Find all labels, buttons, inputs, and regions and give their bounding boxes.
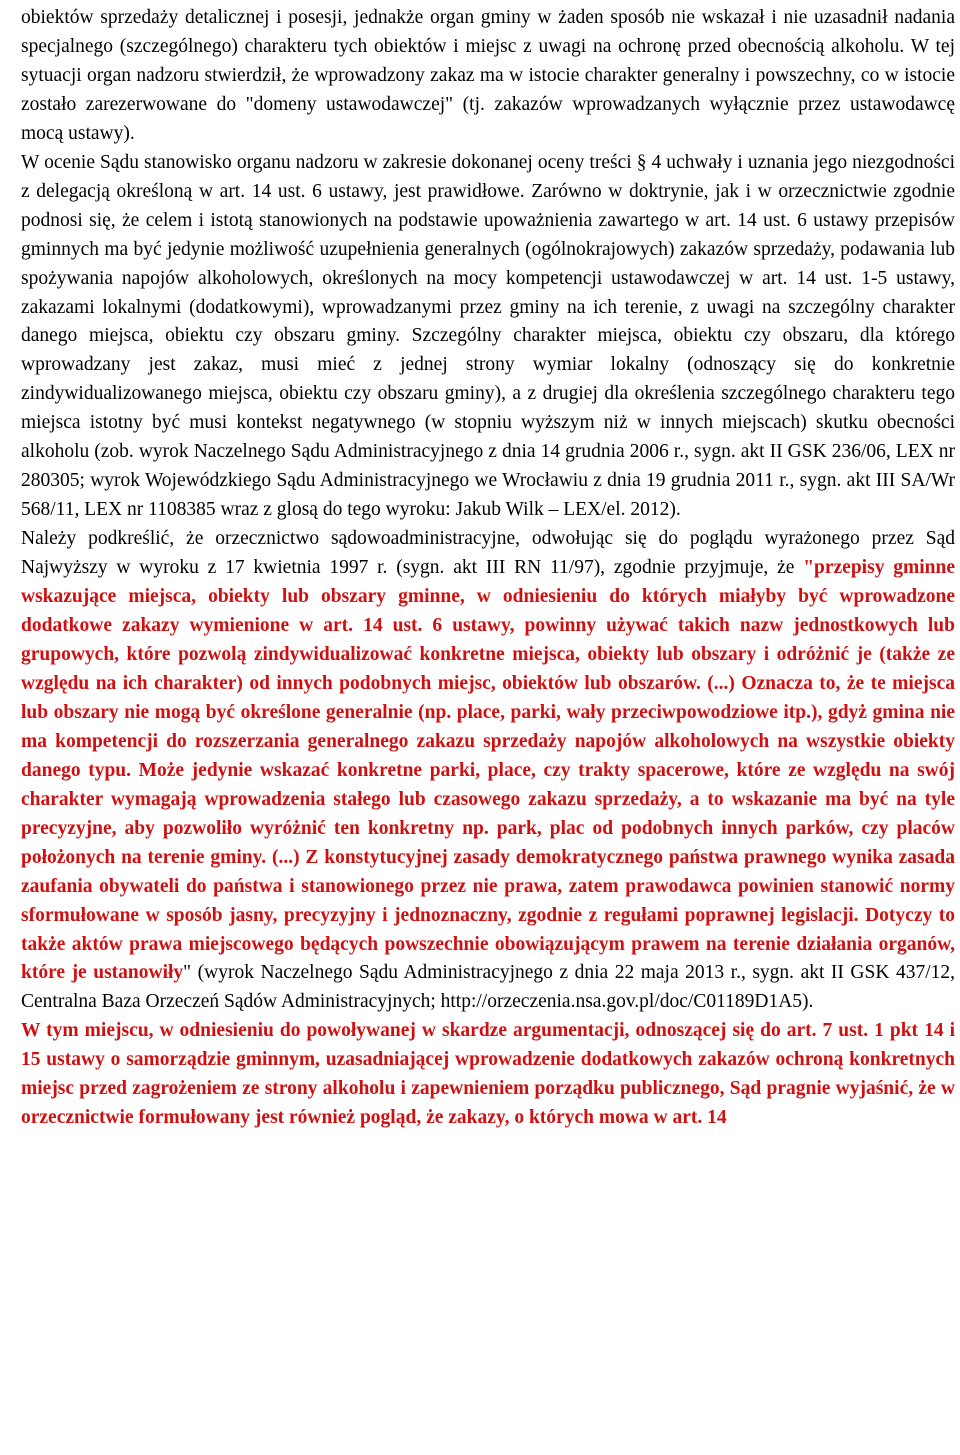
paragraph-1: [21, 4, 955, 149]
paragraph-4-text: W tym miejscu, w odniesieniu do powoływanej w skardze argumentacji, odnoszącej się do art. 7 ust. 1 pkt 14 i 15 ustawy o samorządzie gminnym, uzasadniającej wprowadzenie dodatkowych zakazów ochroną konkretnych miejsc przed zagrożeniem ze strony alkoholu i zapewnieniem porządku publicznego, Sąd pragnie wyjaśnić, że w orzecznictwie formułowany jest również pogląd, że zakazy, o których mowa w art. 14: [21, 1020, 955, 1129]
paragraph-2-text: W ocenie Sądu stanowisko organu nadzoru w zakresie dokonanej oceny treści § 4 uchwały i uznania jego niezgodności z delegacją określoną w art. 14 ust. 6 ustawy, jest prawidłowe. Zarówno w doktrynie, jak i w orzecznictwie zgodnie podnosi się, że celem i istotą stanowionych na podstawie upoważnienia zawartego w art. 14 ust. 6 ustawy przepisów gminnych ma być jedynie możliwość uzupełnienia generalnych (ogólnokrajowych) zakazów sprzedaży, podawania lub spożywania napojów alkoholowych, określonych na mocy kompetencji ustawodawczej w art. 14 ust. 1-5 ustawy, zakazami lokalnymi (dodatkowymi), wprowadzanymi przez gminy na ich terenie, z uwagi na szczególny charakter danego miejsca, obiektu czy obszaru gminy. Szczególny charakter miejsca, obiektu czy obszaru, dla którego wprowadzany jest zakaz, musi mieć z jednej strony wymiar lokalny (odnoszący się do konkretnie zindywidualizowanego miejsca, obiektu czy obszaru gminy), a z drugiej dla określenia szczególnego charakteru tego miejsca istotny być musi kontekst negatywnego (w stopniu wyższym niż w innych miejscach) skutku obecności alkoholu (zob. wyrok Naczelnego Sądu Administracyjnego z dnia 14 grudnia 2006 r., sygn. akt II GSK 236/06, LEX nr 280305; wyrok Wojewódzkiego Sądu Administracyjnego we Wrocławiu z dnia 19 grudnia 2011 r., sygn. akt III SA/Wr 568/11, LEX nr 1108385 wraz z glosą do tego wyroku: Jakub Wilk – LEX/el. 2012).: [21, 151, 955, 521]
paragraph-2: [21, 149, 955, 525]
paragraph-3-quoted-ruling: "przepisy gminne wskazujące miejsca, obiekty lub obszary gminne, w odniesieniu do których miałyby być wprowadzone dodatkowe zakazy wymienione w art. 14 ust. 6 ustawy, powinny używać takich nazw jednostkowych lub grupowych, które pozwolą zindywidualizować konkretne miejsca, obiekty lub obszary i odróżnić je (także ze względu na ich charakter) od innych podobnych miejsc, obiektów lub obszarów. (...) Oznacza to, że te miejsca lub obszary nie mogą być określone generalnie (np. place, parki, wały przeciwpowodziowe itp.), gdyż gmina nie ma kompetencji do rozszerzania generalnego zakazu sprzedaży napojów alkoholowych na wszystkie obiekty danego typu. Może jedynie wskazać konkretne parki, place, czy trakty spacerowe, które ze względu na swój charakter wymagają wprowadzenia stałego lub czasowego zakazu sprzedaży, a to wskazanie ma być na tyle precyzyjne, aby pozwoliło wyróżnić ten konkretny np. park, plac od podobnych innych parków, czy placów położonych na terenie gminy. (...) Z konstytucyjnej zasady demokratycznego państwa prawnego wynika zasada zaufania obywateli do państwa i stanowionego przez nie prawa, zatem prawodawca powinien stanowić normy sformułowane w sposób jasny, precyzyjny i jednoznaczny, zgodnie z regułami poprawnej legislacji. Dotyczy to także aktów prawa miejscowego będących powszechnie obowiązującym prawem na terenie działania organów, które je ustanowiły: [21, 557, 955, 984]
paragraph-4: [21, 1017, 955, 1133]
paragraph-1-text: obiektów sprzedaży detalicznej i posesji, jednakże organ gminy w żaden sposób nie wskazał i nie uzasadnił nadania specjalnego (szczególnego) charakteru tych obiektów i miejsc z uwagi na ochronę przed obecnością alkoholu. W tej sytuacji organ nadzoru stwierdził, że wprowadzony zakaz ma w istocie charakter generalny i powszechny, co w istocie zostało zarezerwowane do "domeny ustawodawczej" (tj. zakazów wprowadzanych wyłącznie przez ustawodawcę mocą ustawy).: [21, 7, 955, 144]
paragraph-3-citation: " (wyrok Naczelnego Sądu Administracyjnego z dnia 22 maja 2013 r., sygn. akt II GSK 437/12, Centralna Baza Orzeczeń Sądów Administracyjnych; http://orzeczenia.nsa.gov.pl/doc/C01189D1A5).: [21, 962, 955, 1013]
paragraph-3: [21, 525, 955, 1017]
paragraph-3-intro: Należy podkreślić, że orzecznictwo sądowoadministracyjne, odwołując się do poglądu wyrażonego przez Sąd Najwyższy w wyroku z 17 kwietnia 1997 r. (sygn. akt III RN 11/97), zgodnie przyjmuje, że: [21, 528, 955, 579]
